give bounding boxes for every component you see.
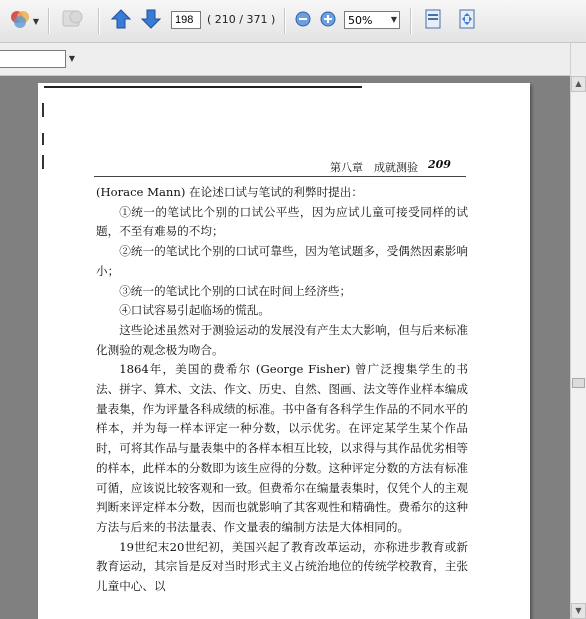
- arrow-down-icon: [140, 8, 162, 34]
- page-body: [96, 183, 468, 597]
- toolbar-separator: [284, 8, 286, 34]
- scrollbar-thumb[interactable]: [572, 378, 585, 388]
- paragraph: 19世纪末20世纪初，美国兴起了教育改革运动，亦称进步教育或新教育运动，其宗旨是反对当时形式主义占统治地位的传统学校教育，主张儿童中心、以: [96, 539, 468, 594]
- document-page: [38, 83, 530, 619]
- scan-artifact: [44, 86, 362, 88]
- next-page-button[interactable]: [138, 8, 164, 34]
- paragraph: (Horace Mann) 在论述口试与笔试的利弊时提出：: [96, 185, 363, 199]
- page-header-number: 209: [428, 158, 451, 171]
- single-page-button[interactable]: [420, 8, 446, 34]
- zoom-out-button[interactable]: [292, 8, 314, 34]
- scroll-up-button[interactable]: ▲: [571, 76, 586, 92]
- zoom-in-button[interactable]: [317, 8, 339, 34]
- zoom-select[interactable]: 50%: [344, 11, 400, 29]
- toolbar-corner: [570, 43, 586, 76]
- thumbnail-icon: [61, 8, 85, 34]
- zoom-out-icon: [295, 11, 311, 31]
- secondary-toolbar: [0, 43, 586, 76]
- paragraph: ③统一的笔试比个别的口试在时间上经济些；: [119, 283, 352, 298]
- fit-page-icon: [457, 8, 477, 34]
- fit-page-button[interactable]: [454, 8, 480, 34]
- header-rule: [94, 176, 466, 177]
- paragraph: ④口试容易引起临场的慌乱。: [119, 303, 270, 318]
- scan-artifact: [42, 103, 44, 117]
- page-header-title: 第八章 成就测验: [330, 161, 418, 174]
- paragraph: ②统一的笔试比个别的口试可靠些，因为笔试题多，受偶然因素影响小；: [96, 244, 468, 278]
- chevron-down-icon[interactable]: ▼: [68, 54, 76, 63]
- tools-icon: [9, 8, 31, 34]
- document-viewport[interactable]: [0, 76, 570, 619]
- page-count-label: ( 210 / 371 ): [207, 13, 276, 26]
- arrow-up-icon: [110, 8, 132, 34]
- zoom-in-icon: [320, 11, 336, 31]
- thumbnail-button[interactable]: [58, 8, 88, 34]
- toolbar-separator: [98, 8, 100, 34]
- paragraph: ①统一的笔试比个别的口试公平些，因为应试儿童可接受同样的试题，不至有难易的不均；: [96, 204, 468, 239]
- previous-page-button[interactable]: [108, 8, 134, 34]
- chevron-down-icon[interactable]: ▼: [390, 15, 398, 24]
- paragraph: 1864年，美国的费希尔 (George Fisher) 曾广泛搜集学生的书法、拼字、算术、文法、作文、历史、自然、图画、法文等作业样本编成量表集，作为评量各科成绩的标准。书中备有各科学生作品的不同水平的样本，并为每一样本评定一种分数，以示优劣。在评定某学生某个作品时，可将其作品与量表集中的各样本相互比较，以求得与其作品优劣相等的样本，此样本的分数即为该生应得的分数。这种评定分数的方法有标准可循，应该说比较客观和一致。但费希尔在编量表集时，仅凭个人的主观判断来评定样本分数，因而也就影响了其客观性和精确性。费希尔的这种方法与后来的书法量表、作文量表的编制方法是大体相同的。: [96, 362, 468, 534]
- paragraph: 这些论述虽然对于测验运动的发展没有产生太大影响，但与后来标准化测验的观念极为吻合。: [96, 322, 468, 357]
- scan-artifact: [42, 155, 44, 169]
- toolbar-separator: [48, 8, 50, 34]
- scroll-down-button[interactable]: ▼: [571, 603, 586, 619]
- single-page-icon: [423, 8, 443, 34]
- chevron-down-icon: ▼: [32, 16, 40, 26]
- vertical-scrollbar[interactable]: [570, 76, 586, 619]
- find-input[interactable]: [0, 50, 66, 68]
- scan-artifact: [42, 133, 44, 145]
- main-toolbar: [0, 0, 586, 43]
- tools-button[interactable]: [6, 8, 42, 34]
- toolbar-separator: [410, 8, 412, 34]
- page-number-input[interactable]: [171, 11, 201, 29]
